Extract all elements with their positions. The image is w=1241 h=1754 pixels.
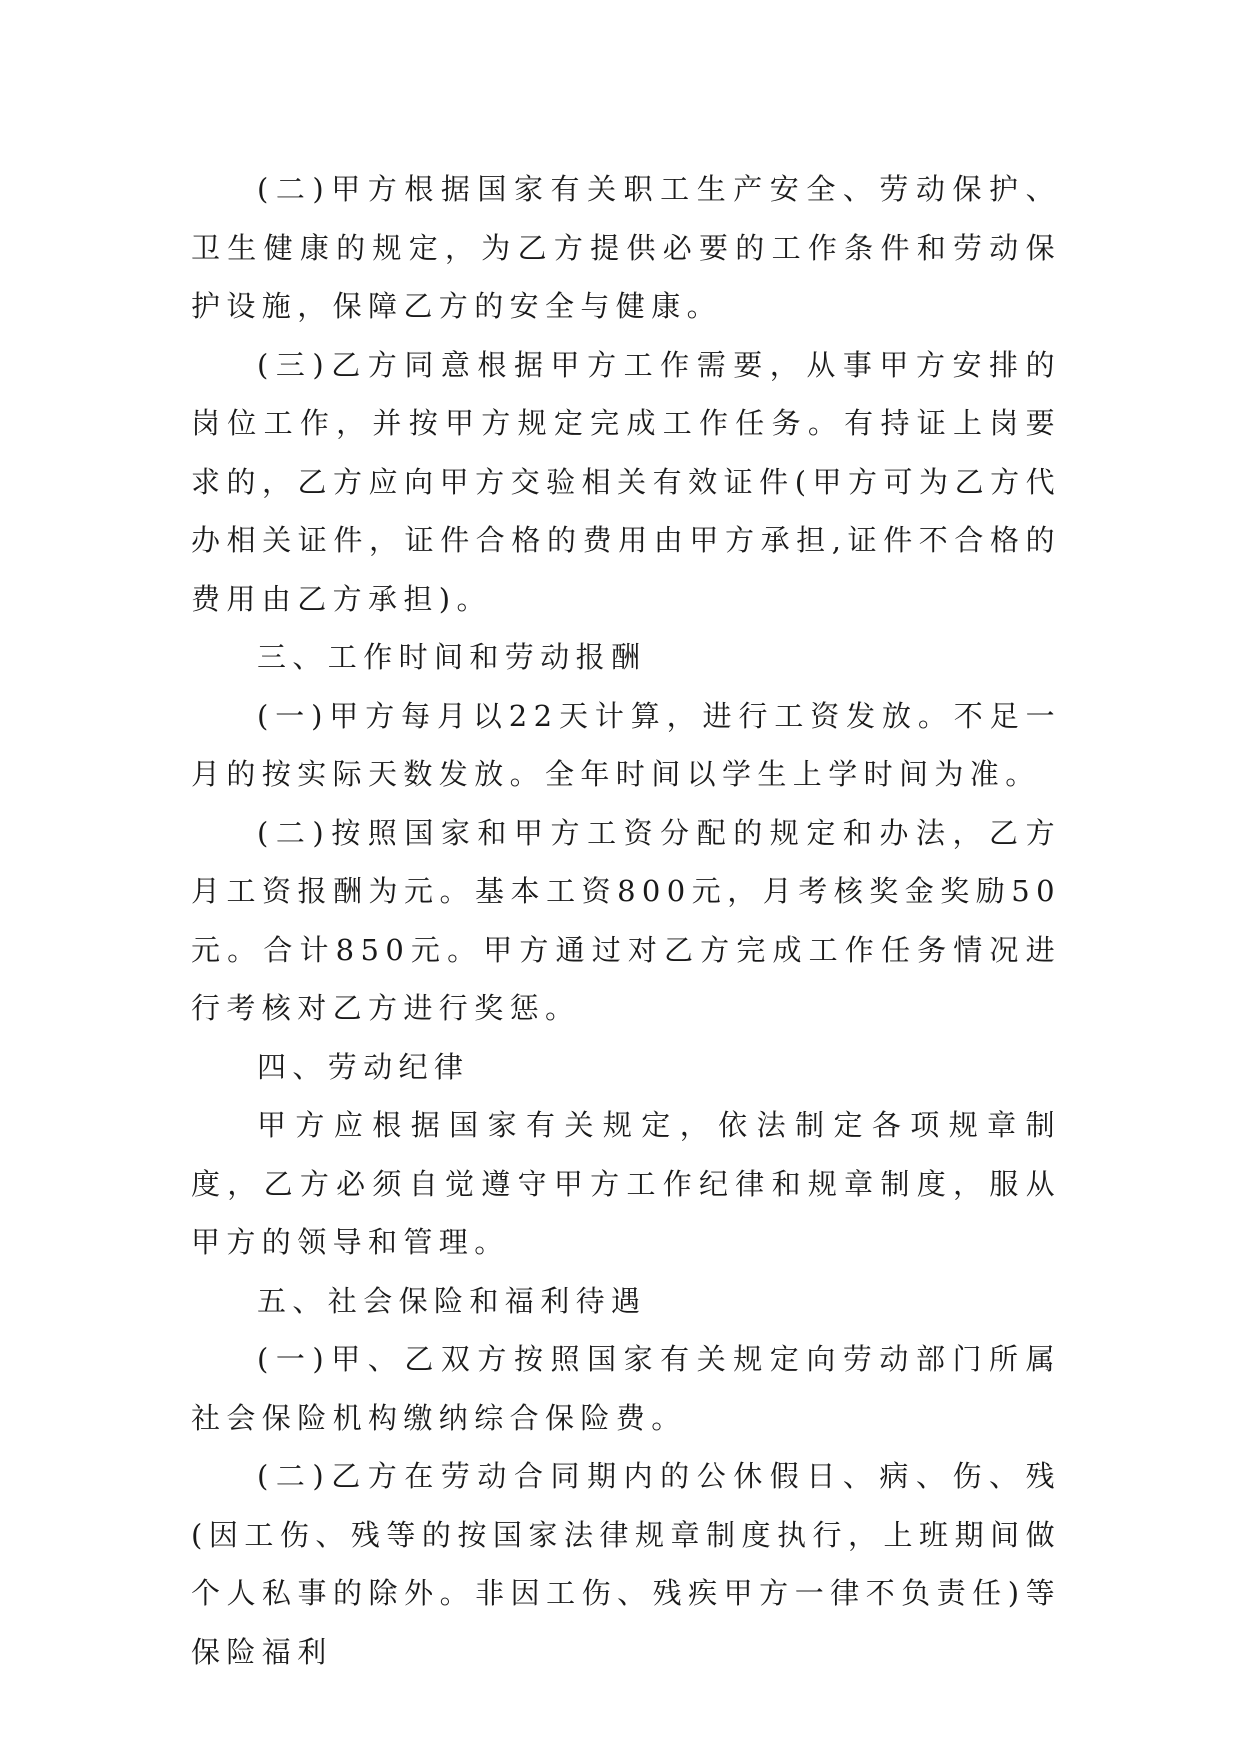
- paragraph-pay-clause-1: (一)甲方每月以22天计算，进行工资发放。不足一月的按实际天数发放。全年时间以学生上学时间为准。: [191, 698, 1061, 791]
- section-heading-work-time-pay: 三、工作时间和劳动报酬: [257, 640, 647, 674]
- paragraph-pay-clause-2: (二)按照国家和甲方工资分配的规定和办法，乙方月工资报酬为元。基本工资800元，月考核奖金奖励50元。合计850元。甲方通过对乙方完成工作任务情况进行考核对乙方进行奖惩。: [191, 815, 1061, 1025]
- paragraph-insurance-clause-2: (二)乙方在劳动合同期内的公休假日、病、伤、残(因工伤、残等的按国家法律规章制度执行，上班期间做个人私事的除外。非因工伤、残疾甲方一律不负责任)等保险福利: [191, 1459, 1061, 1669]
- document-body: [191, 160, 1061, 1681]
- paragraph-insurance-clause-1: (一)甲、乙双方按照国家有关规定向劳动部门所属社会保险机构缴纳综合保险费。: [191, 1342, 1061, 1435]
- paragraph-discipline: 甲方应根据国家有关规定，依法制定各项规章制度，乙方必须自觉遵守甲方工作纪律和规章制度，服从甲方的领导和管理。: [191, 1108, 1061, 1259]
- paragraph-clause-2-safety: (二)甲方根据国家有关职工生产安全、劳动保护、卫生健康的规定，为乙方提供必要的工作条件和劳动保护设施，保障乙方的安全与健康。: [191, 172, 1061, 323]
- section-heading-labor-discipline: 四、劳动纪律: [257, 1049, 470, 1084]
- paragraph-clause-3-duties: (三)乙方同意根据甲方工作需要，从事甲方安排的岗位工作，并按甲方规定完成工作任务。有持证上岗要求的，乙方应向甲方交验相关有效证件(甲方可为乙方代办相关证件，证件合格的费用由甲方承担,证件不合格的费用由乙方承担)。: [191, 347, 1061, 616]
- section-heading-insurance-welfare: 五、社会保险和福利待遇: [257, 1283, 647, 1318]
